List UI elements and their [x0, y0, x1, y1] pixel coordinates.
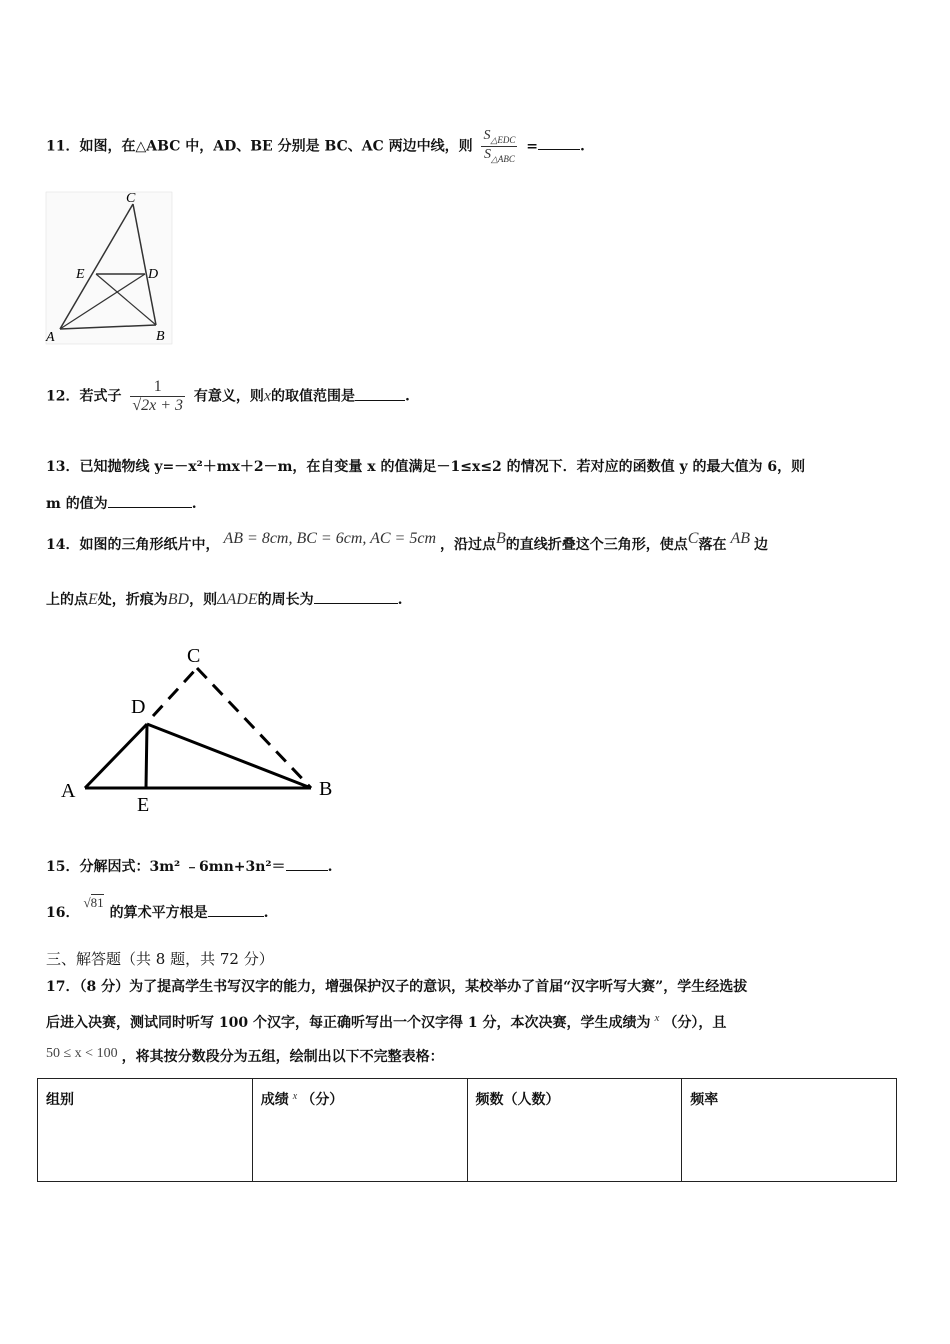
svg-text:B: B	[156, 329, 165, 344]
section-heading: 三、解答题（共 8 题，共 72 分）	[46, 950, 274, 968]
question-17: 17．（8 分）为了提高学生书写汉字的能力，增强保护汉子的意识，某校举办了首届“汉字听写大赛”，学生经选拔	[46, 979, 748, 995]
question-14: 14．如图的三角形纸片中， AB = 8cm, BC = 6cm, AC = 5cm ，沿过点B的直线折叠这个三角形，使点C落在 AB 边	[46, 530, 768, 553]
question-17-line3: 50 ≤ x < 100 ，将其按分数段分为五组，绘制出以下不完整表格：	[46, 1046, 444, 1065]
answer-blank[interactable]	[108, 495, 192, 508]
edge-DE	[146, 724, 147, 788]
triangle-figure-14	[55, 640, 355, 820]
dashed-CB	[197, 668, 311, 788]
q11-text: 11．如图，在△ABC 中，AD、BE 分别是 BC、AC 两边中线，则	[46, 138, 473, 155]
svg-text:B: B	[319, 778, 333, 800]
svg-text:E: E	[76, 267, 85, 282]
question-11: 11．如图，在△ABC 中，AD、BE 分别是 BC、AC 两边中线，则 $\frac{S_{\triangle EDC}}{S_{\triangle ABC}}$ = .	[46, 128, 585, 164]
edge-AD	[85, 724, 147, 788]
answer-blank[interactable]	[538, 137, 580, 150]
table-header-frequency-count: 频数（人数）	[467, 1079, 682, 1182]
svg-text:A: A	[46, 330, 55, 345]
dashed-DC	[153, 668, 197, 716]
table-header-score: 成绩 $^x$ （分）	[252, 1079, 467, 1182]
svg-text:D: D	[131, 696, 146, 718]
crease-BD	[147, 724, 311, 788]
question-13: 13．已知抛物线 y=－x²＋mx＋2－m，在自变量 x 的值满足－1≤x≤2 的情况下．若对应的函数值 y 的最大值为 6，则	[46, 459, 806, 475]
answer-blank[interactable]	[314, 591, 398, 604]
question-15: 15．分解因式：3m² ﹣6mn+3n²＝ .	[46, 859, 333, 875]
question-13-line2: m 的值为 .	[46, 496, 197, 512]
table-header-group: 组别	[38, 1079, 253, 1182]
svg-text:E: E	[137, 794, 150, 816]
answer-blank[interactable]	[208, 904, 264, 917]
answer-blank[interactable]	[286, 858, 328, 871]
question-14-line2: 上的点E处，折痕为BD，则ΔADE的周长为 .	[46, 591, 403, 608]
q11-equals: =	[526, 138, 538, 155]
triangle-figure-11	[40, 188, 180, 348]
q12-fraction: $\frac{1}{√2x + 3}$	[132, 378, 184, 414]
q11-fraction: $\frac{S_{\triangle EDC}}{S_{\triangle ABC}}$	[483, 128, 516, 164]
table-row	[38, 1079, 897, 1182]
table-header-frequency-rate: 频率	[682, 1079, 897, 1182]
svg-text:D: D	[148, 267, 159, 282]
question-16: 16．√81的算术平方根是 .	[46, 895, 269, 921]
svg-text:C: C	[187, 645, 201, 667]
score-table	[37, 1078, 897, 1182]
svg-text:A: A	[61, 780, 76, 802]
question-12: 12．若式子 $\frac{1}{√2x + 3}$ 有意义，则x的取值范围是 .	[46, 378, 410, 414]
question-17-line2: 后进入决赛，测试同时听写 100 个汉字，每正确听写出一个汉字得 1 分，本次决赛，学生成绩为 $^x$ （分），且	[46, 1012, 727, 1031]
answer-blank[interactable]	[355, 388, 405, 401]
svg-text:C: C	[126, 191, 136, 206]
